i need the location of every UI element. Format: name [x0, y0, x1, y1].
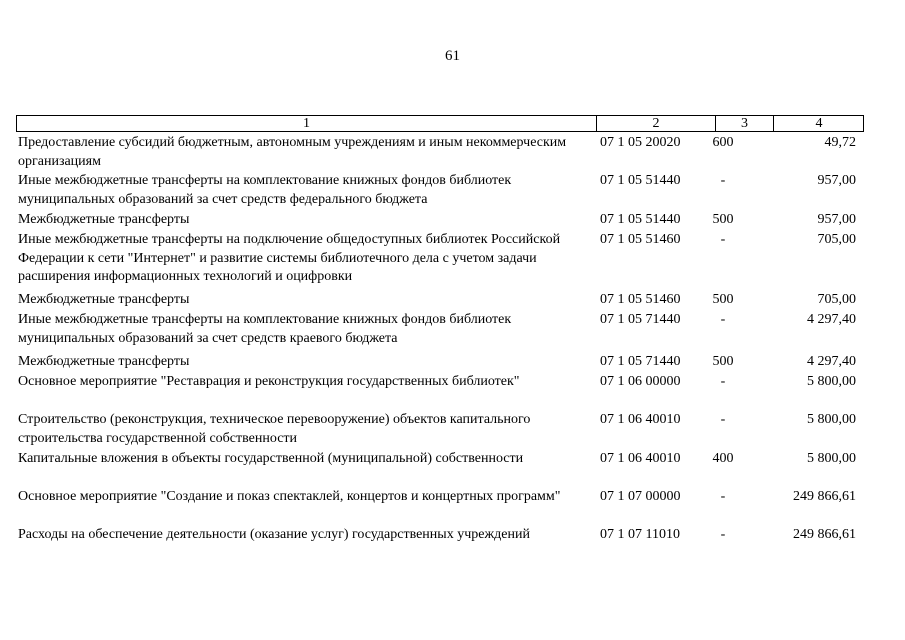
- table-row: [16, 211, 864, 231]
- row-amount: 49,72: [824, 135, 856, 150]
- row-name: Иные межбюджетные трансферты на подключение общедоступных библиотек Российской Федерации к сети "Интернет" и развитие системы библиотечного дела с учетом задачи расширения информационных технологий и оцифровки: [18, 232, 561, 284]
- row-amount: 4 297,40: [807, 354, 856, 369]
- row-amount: 249 866,61: [793, 489, 856, 504]
- table-row: [16, 526, 864, 546]
- row-type: 500: [712, 212, 734, 227]
- row-code: 07 1 05 51460: [600, 232, 681, 247]
- row-code: 07 1 05 71440: [600, 312, 681, 327]
- row-code: 07 1 07 11010: [600, 527, 680, 542]
- row-amount: 705,00: [817, 232, 856, 247]
- row-type: -: [720, 412, 726, 427]
- row-type: -: [720, 232, 726, 247]
- row-type: -: [720, 374, 726, 389]
- row-code: 07 1 05 51440: [600, 212, 681, 227]
- row-code: 07 1 05 51440: [600, 173, 681, 188]
- row-type: 400: [712, 451, 734, 466]
- table-row: [16, 231, 864, 291]
- table-row: [16, 450, 864, 488]
- row-code: 07 1 06 00000: [600, 374, 681, 389]
- row-code: 07 1 05 71440: [600, 354, 681, 369]
- row-name: Строительство (реконструкция, техническое перевооружение) объектов капитального строительства государственной собственности: [18, 412, 531, 446]
- row-name: Основное мероприятие "Реставрация и реконструкция государственных библиотек": [18, 374, 520, 389]
- row-name: Иные межбюджетные трансферты на комплектование книжных фондов библиотек муниципальных образований за счет средств краевого бюджета: [18, 312, 512, 346]
- row-type: -: [720, 527, 726, 542]
- table-row: [16, 134, 864, 172]
- row-type: -: [720, 312, 726, 327]
- row-name: Иные межбюджетные трансферты на комплектование книжных фондов библиотек муниципальных образований за счет средств федерального бюджета: [18, 173, 512, 207]
- row-amount: 957,00: [817, 173, 856, 188]
- row-amount: 5 800,00: [807, 451, 856, 466]
- table-row: [16, 311, 864, 353]
- row-amount: 4 297,40: [807, 312, 856, 327]
- row-name: Межбюджетные трансферты: [18, 354, 190, 369]
- table-row: [16, 353, 864, 373]
- row-type: -: [720, 489, 726, 504]
- row-type: 500: [712, 292, 734, 307]
- row-type: 500: [712, 354, 734, 369]
- row-amount: 5 800,00: [807, 374, 856, 389]
- row-name: Предоставление субсидий бюджетным, автономным учреждениям и иным некоммерческим организациям: [18, 135, 567, 169]
- table-row: [16, 172, 864, 211]
- row-code: 07 1 05 20020: [600, 135, 681, 150]
- row-code: 07 1 05 51460: [600, 292, 681, 307]
- table-header: [16, 115, 864, 132]
- row-amount: 5 800,00: [807, 412, 856, 427]
- row-name: Межбюджетные трансферты: [18, 212, 190, 227]
- table-body: [16, 134, 864, 546]
- table-row: [16, 411, 864, 450]
- row-name: Капитальные вложения в объекты государственной (муниципальной) собственности: [18, 451, 524, 466]
- row-name: Расходы на обеспечение деятельности (оказание услуг) государственных учреждений: [18, 527, 530, 542]
- row-code: 07 1 06 40010: [600, 451, 681, 466]
- row-amount: 249 866,61: [793, 527, 856, 542]
- header-col-3: 3: [715, 116, 773, 131]
- table-row: [16, 291, 864, 311]
- row-code: 07 1 07 00000: [600, 489, 681, 504]
- row-type: 600: [712, 135, 734, 150]
- header-col-4: 4: [773, 116, 864, 131]
- row-amount: 705,00: [817, 292, 856, 307]
- row-amount: 957,00: [817, 212, 856, 227]
- row-code: 07 1 06 40010: [600, 412, 681, 427]
- table-row: [16, 373, 864, 411]
- header-col-1: 1: [16, 116, 596, 131]
- header-col-2: 2: [596, 116, 715, 131]
- row-name: Основное мероприятие "Создание и показ спектаклей, концертов и концертных программ": [18, 489, 561, 504]
- table-row: [16, 488, 864, 526]
- page-number: 61: [445, 48, 460, 64]
- row-type: -: [720, 173, 726, 188]
- row-name: Межбюджетные трансферты: [18, 292, 190, 307]
